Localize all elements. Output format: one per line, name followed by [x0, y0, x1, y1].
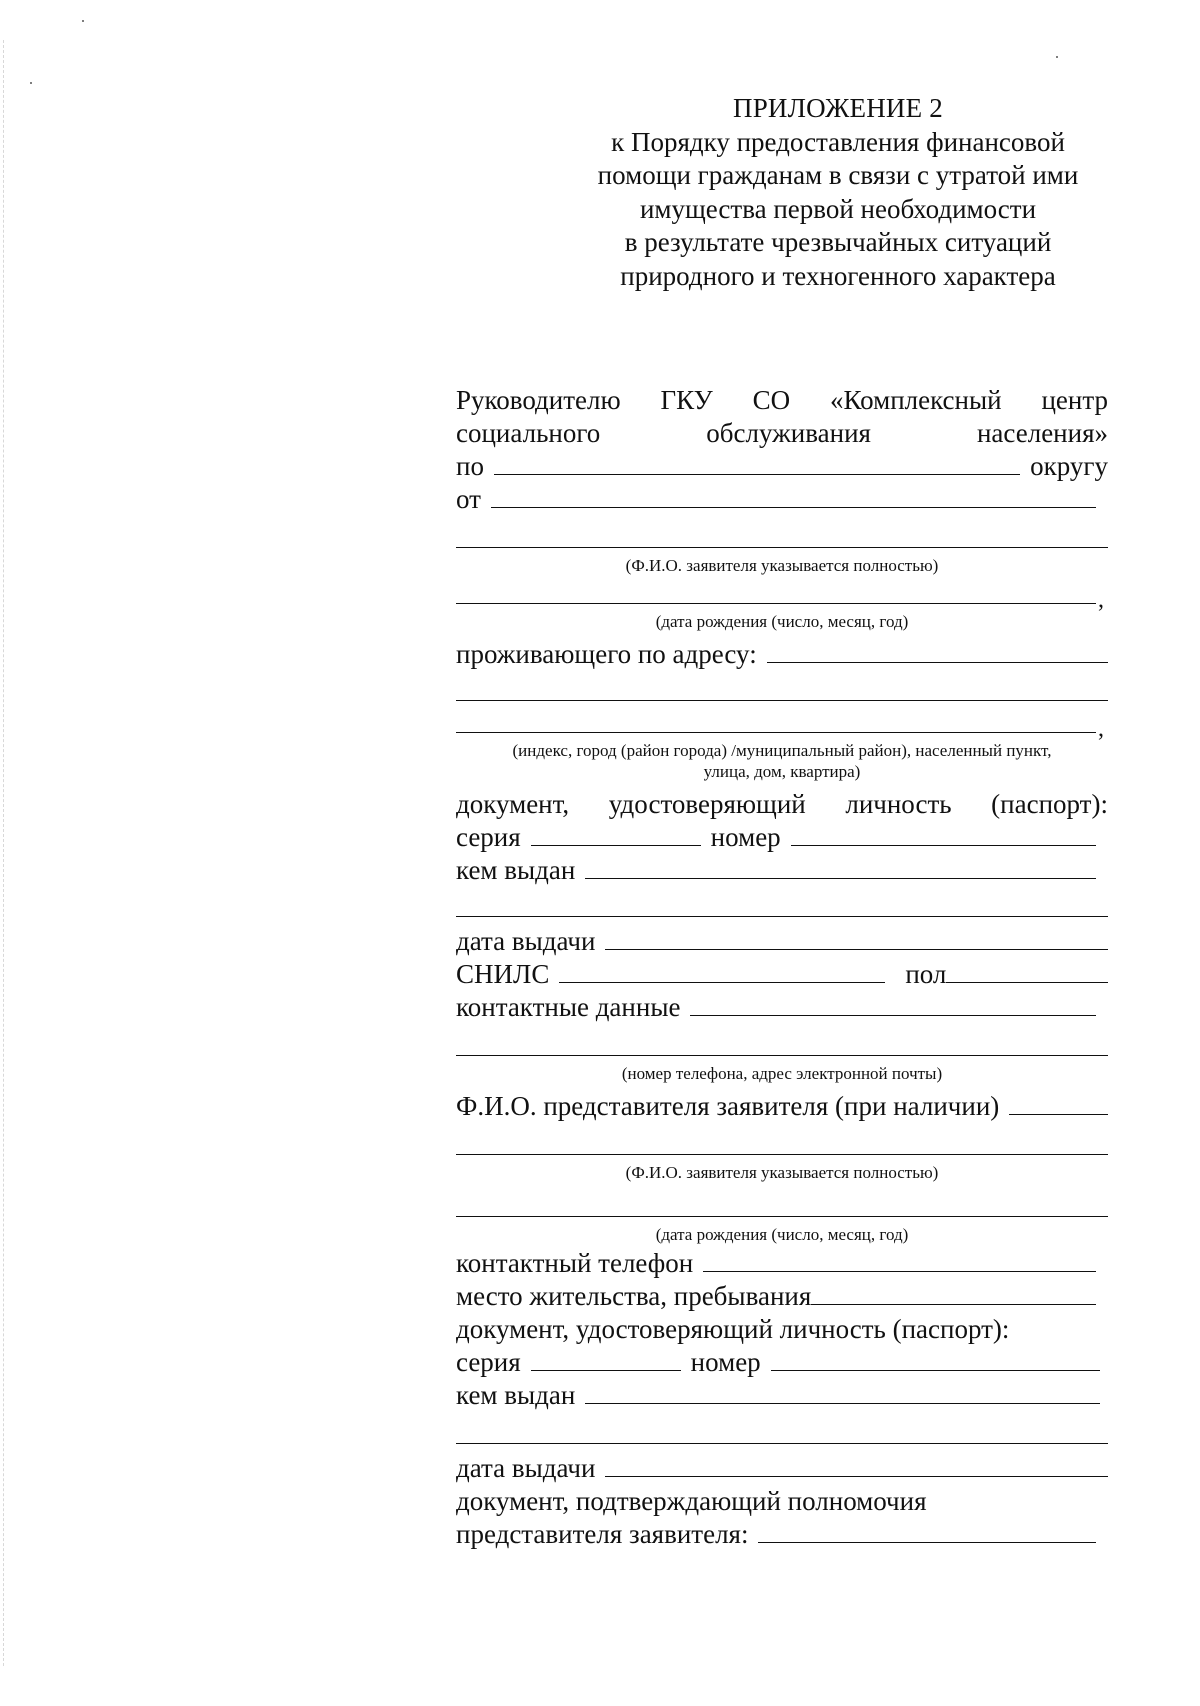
address-caption-line: (индекс, город (район города) /муниципальный район), населенный пункт,	[512, 741, 1052, 760]
rep-authority-title	[456, 1483, 1108, 1516]
addressee-word: обслуживания	[706, 418, 871, 448]
rep-doc-label: документ, удостоверяющий личность (паспорт):	[456, 1314, 1010, 1344]
doc-word: (паспорт):	[991, 789, 1108, 819]
rep-issued-by-blank[interactable]	[585, 1403, 1100, 1404]
rep-authority-label: документ, подтверждающий полномочия	[456, 1486, 927, 1516]
series-label: серия	[456, 822, 521, 852]
doc-word: личность	[845, 789, 952, 819]
scan-speck	[82, 20, 84, 22]
addressee-line-1	[456, 382, 1108, 415]
issued-by-blank-2[interactable]	[456, 916, 1108, 917]
sex-blank[interactable]	[946, 982, 1108, 983]
sex-label: пол	[905, 959, 947, 989]
appendix-title: ПРИЛОЖЕНИЕ 2	[733, 93, 943, 123]
snils-blank[interactable]	[559, 982, 885, 983]
contacts-label: контактные данные	[456, 992, 681, 1022]
applicant-fio-blank[interactable]	[456, 547, 1108, 548]
number-label: номер	[710, 822, 781, 852]
rep-issue-date-label: дата выдачи	[456, 1453, 596, 1483]
address-line-3	[456, 707, 1108, 742]
rep-number-label: номер	[690, 1347, 761, 1377]
contacts-caption: (номер телефона, адрес электронной почты)	[621, 1064, 943, 1083]
rep-series-number	[456, 1344, 1108, 1377]
rep-phone-field	[456, 1245, 1108, 1278]
district-blank[interactable]	[494, 474, 1020, 475]
rep-issue-date-blank[interactable]	[605, 1476, 1108, 1477]
rep-issued-by-line-2	[456, 1410, 1108, 1450]
from-blank[interactable]	[491, 507, 1096, 508]
applicant-issued-by-line-2	[456, 885, 1108, 923]
series-blank[interactable]	[531, 845, 701, 846]
contacts-blank[interactable]	[690, 1015, 1096, 1016]
rep-authority-field	[456, 1516, 1108, 1549]
rep-issued-by	[456, 1377, 1108, 1410]
address-field	[456, 636, 1108, 669]
applicant-birth-line	[456, 580, 1108, 613]
addressee-word: центр	[1041, 385, 1108, 415]
scan-speck	[30, 82, 32, 84]
rep-doc-title	[456, 1311, 1108, 1344]
appendix-header	[578, 92, 1098, 293]
address-blank-2[interactable]	[456, 700, 1108, 701]
address-caption-line: улица, дом, квартира)	[703, 762, 861, 781]
rep-fio-field	[456, 1088, 1108, 1121]
applicant-doc-title	[456, 786, 1108, 819]
application-form	[456, 382, 1108, 1549]
district-suffix: округу	[1030, 451, 1108, 481]
appendix-line: помощи гражданам в связи с утратой ими	[597, 160, 1079, 190]
doc-word: удостоверяющий	[608, 789, 806, 819]
applicant-issued-by	[456, 852, 1108, 885]
issued-by-blank[interactable]	[585, 878, 1096, 879]
contacts-line-2	[456, 1022, 1108, 1062]
rep-number-blank[interactable]	[771, 1370, 1100, 1371]
issue-date-label: дата выдачи	[456, 926, 596, 956]
addressee-word: «Комплексный	[829, 385, 1002, 415]
appendix-line: к Порядку предоставления финансовой	[611, 126, 1065, 157]
addressee-word: Руководителю	[456, 385, 621, 415]
rep-issued-by-label: кем выдан	[456, 1380, 576, 1410]
addressee-word: населения»	[976, 418, 1108, 448]
comma: ,	[1098, 716, 1104, 742]
address-label: проживающего по адресу:	[456, 639, 757, 669]
addressee-line-2	[456, 415, 1108, 448]
issued-by-label: кем выдан	[456, 855, 576, 885]
applicant-issue-date	[456, 923, 1108, 956]
addressee-word: ГКУ	[660, 385, 713, 415]
rep-issued-by-blank-2[interactable]	[456, 1443, 1108, 1444]
district-label: по	[456, 451, 484, 481]
address-caption	[456, 740, 1108, 782]
applicant-birth-blank[interactable]	[456, 603, 1096, 604]
rep-series-label: серия	[456, 1347, 521, 1377]
from-label: от	[456, 484, 481, 514]
appendix-line: в результате чрезвычайных ситуаций	[624, 227, 1052, 257]
rep-series-blank[interactable]	[531, 1370, 681, 1371]
address-blank[interactable]	[767, 662, 1108, 663]
appendix-line: имущества первой необходимости	[639, 193, 1037, 224]
from-field	[456, 481, 1108, 514]
addressee-word: социального	[456, 418, 601, 448]
rep-phone-label: контактный телефон	[456, 1248, 694, 1278]
address-line-2	[456, 669, 1108, 707]
snils-sex-field	[456, 956, 1108, 989]
snils-label: СНИЛС	[456, 959, 550, 989]
rep-fio-caption: (Ф.И.О. заявителя указывается полностью)	[625, 1163, 939, 1182]
rep-birth-line	[456, 1187, 1108, 1223]
applicant-fio-caption: (Ф.И.О. заявителя указывается полностью)	[625, 556, 939, 575]
rep-fio-blank-2[interactable]	[456, 1154, 1108, 1155]
rep-residence-blank[interactable]	[811, 1304, 1096, 1305]
scan-edge	[3, 40, 5, 1666]
rep-residence-label: место жительства, пребывания	[456, 1281, 812, 1311]
district-field	[456, 448, 1108, 481]
issue-date-blank[interactable]	[605, 949, 1108, 950]
rep-issue-date	[456, 1450, 1108, 1483]
rep-authority-label-2: представителя заявителя:	[456, 1519, 749, 1549]
number-blank[interactable]	[791, 845, 1096, 846]
rep-authority-blank[interactable]	[758, 1542, 1096, 1543]
scan-speck	[1056, 56, 1058, 58]
address-blank-3[interactable]	[456, 732, 1096, 733]
rep-fio-line-2	[456, 1121, 1108, 1161]
rep-residence-field	[456, 1278, 1108, 1311]
rep-birth-caption: (дата рождения (число, месяц, год)	[655, 1225, 909, 1244]
rep-birth-blank[interactable]	[456, 1216, 1108, 1217]
contacts-blank-2[interactable]	[456, 1055, 1108, 1056]
doc-word: документ,	[456, 789, 570, 819]
comma: ,	[1098, 587, 1104, 613]
applicant-series-number	[456, 819, 1108, 852]
addressee-word: СО	[752, 385, 791, 415]
rep-phone-blank[interactable]	[703, 1271, 1096, 1272]
contacts-field	[456, 989, 1108, 1022]
applicant-fio-line	[456, 514, 1108, 554]
rep-fio-blank[interactable]	[1009, 1114, 1108, 1115]
rep-fio-label: Ф.И.О. представителя заявителя (при наличии)	[456, 1091, 1000, 1121]
applicant-birth-caption: (дата рождения (число, месяц, год)	[655, 612, 909, 631]
appendix-line: природного и техногенного характера	[620, 260, 1056, 291]
